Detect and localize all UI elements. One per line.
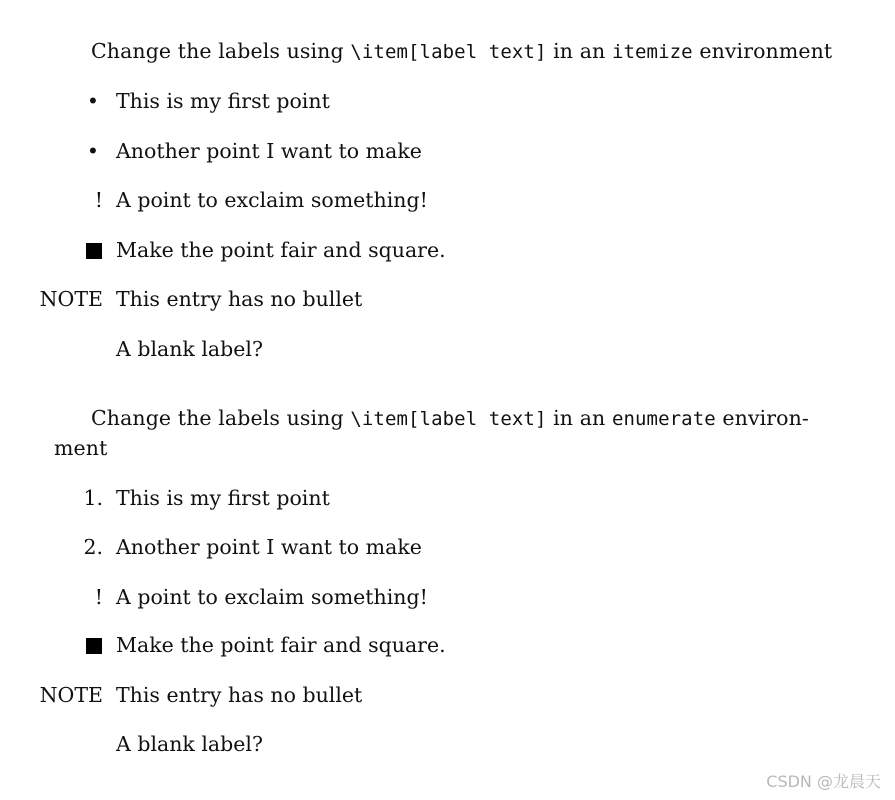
intro-text: environ-ment: [54, 406, 809, 460]
exclaim-label: !: [94, 585, 103, 609]
intro-code-item: \item[label text]: [350, 408, 547, 430]
square-bullet-icon: [86, 243, 102, 259]
list-item: [0, 483, 895, 513]
intro-code-item: \item[label text]: [350, 41, 547, 63]
list-item-text: This is my first point: [116, 89, 330, 113]
list-item-text: Another point I want to make: [116, 139, 422, 163]
intro-text: Change the labels using: [91, 406, 351, 430]
list-item-text: This is my first point: [116, 486, 330, 510]
list-item: [0, 532, 895, 562]
list-item-text: This entry has no bullet: [116, 683, 363, 707]
list-item-text: Make the point fair and square.: [116, 633, 446, 657]
bullet-label: •: [86, 139, 99, 163]
intro-text: environment: [692, 39, 833, 63]
list-item: [0, 729, 895, 759]
list-item: [0, 334, 895, 364]
watermark: CSDN @龙晨天: [766, 772, 881, 791]
intro-text: in an: [546, 406, 612, 430]
intro-code-environment: enumerate: [611, 408, 716, 430]
list-item-text: A point to exclaim something!: [116, 188, 428, 212]
list-item-text: A blank label?: [116, 337, 263, 361]
exclaim-label: !: [94, 188, 103, 212]
note-label: NOTE: [39, 287, 103, 311]
intro-text: in an: [546, 39, 612, 63]
list-item: [0, 185, 895, 215]
list-item: [0, 235, 895, 265]
bullet-label: •: [86, 89, 99, 113]
list-item-text: Another point I want to make: [116, 535, 422, 559]
list-item-text: This entry has no bullet: [116, 287, 363, 311]
intro-text: Change the labels using: [91, 39, 351, 63]
number-label: 1.: [83, 486, 103, 510]
enumerate-intro-paragraph: [54, 404, 843, 463]
itemize-intro-paragraph: [54, 37, 843, 67]
square-bullet-icon: [86, 638, 102, 654]
list-item: [0, 86, 895, 116]
list-item: [0, 680, 895, 710]
list-item-text: A blank label?: [116, 732, 263, 756]
list-item: [0, 136, 895, 166]
list-item-text: Make the point fair and square.: [116, 238, 446, 262]
number-label: 2.: [83, 535, 103, 559]
note-label: NOTE: [39, 683, 103, 707]
list-item: [0, 582, 895, 612]
list-item: [0, 630, 895, 660]
list-item-text: A point to exclaim something!: [116, 585, 428, 609]
list-item: [0, 284, 895, 314]
intro-code-environment: itemize: [611, 41, 693, 63]
